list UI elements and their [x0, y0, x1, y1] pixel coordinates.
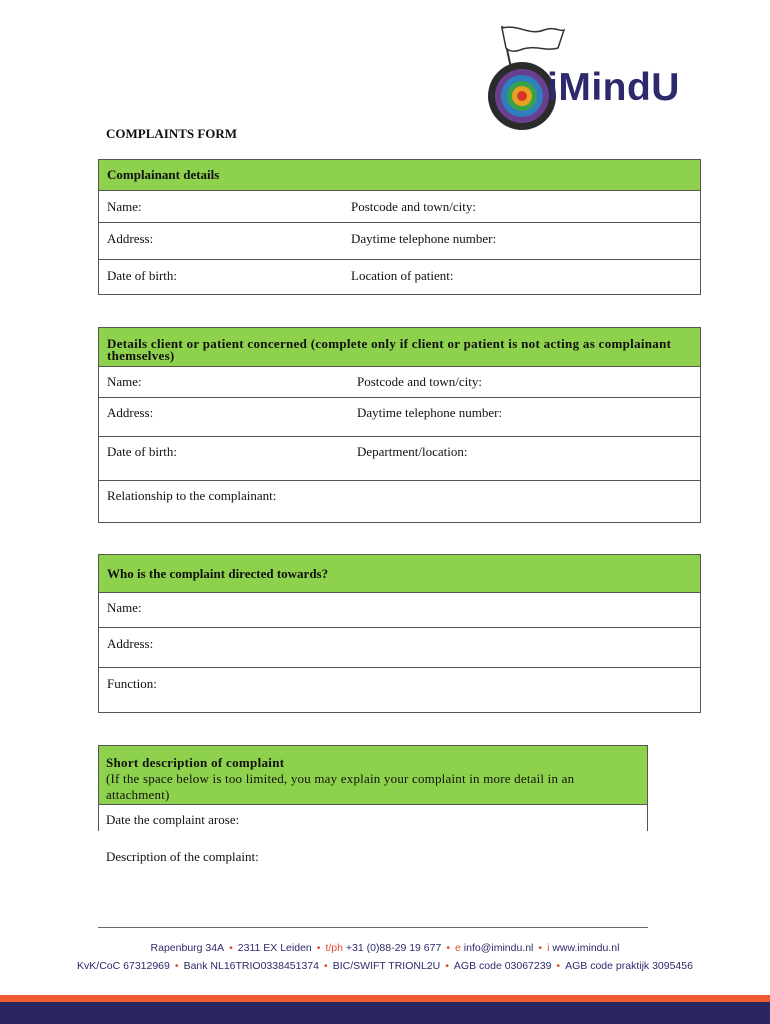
footer-phone-label: t/ph [325, 942, 343, 954]
form-row [99, 398, 700, 437]
form-row [99, 223, 700, 260]
postcode-field[interactable]: Postcode and town/city: [351, 199, 476, 214]
footer-postcode: 2311 EX Leiden [237, 942, 312, 954]
form-row [99, 628, 700, 668]
name-field[interactable]: Name: [107, 199, 142, 214]
address-field[interactable]: Address: [107, 636, 154, 651]
footer-kvk: KvK/CoC 67312969 [77, 960, 170, 972]
form-row [99, 367, 700, 398]
complainant-details-section [98, 159, 701, 295]
section-header [99, 746, 647, 805]
footer-agb-practice: AGB code praktijk 3095456 [565, 960, 693, 972]
date-arose-field[interactable]: Date the complaint arose: [106, 812, 240, 827]
department-field[interactable]: Department/location: [357, 444, 468, 459]
function-field[interactable]: Function: [107, 676, 157, 691]
postcode-field[interactable]: Postcode and town/city: [357, 374, 482, 389]
phone-field[interactable]: Daytime telephone number: [351, 231, 497, 246]
footer-orange-band [0, 995, 770, 1002]
location-field[interactable]: Location of patient: [351, 268, 454, 283]
section-header [99, 328, 700, 367]
footer-web-label: i [547, 942, 550, 954]
footer-bank: Bank NL16TRIO0338451374 [183, 960, 319, 972]
section-header-text: Short description of complaint [106, 755, 285, 770]
footer-bic: BIC/SWIFT TRIONL2U [332, 960, 441, 972]
address-field[interactable]: Address: [107, 405, 154, 420]
footer-web[interactable]: www.imindu.nl [552, 942, 620, 954]
address-field[interactable]: Address: [107, 231, 154, 246]
section-header-text: Complainant details [107, 167, 220, 182]
patient-details-section [98, 327, 701, 523]
description-field[interactable]: Description of the complaint: [106, 849, 259, 864]
dob-field[interactable]: Date of birth: [107, 268, 178, 283]
footer-address: Rapenburg 34A [150, 942, 225, 954]
form-title: COMPLAINTS FORM [106, 126, 238, 141]
footer-registration-line: KvK/CoC 67312969 • Bank NL16TRIO0338451374 • BIC/SWIFT TRIONL2U • AGB code 03067239 • AGB code praktijk 3095456 [77, 960, 693, 972]
complaint-description-section [98, 745, 648, 831]
footer-divider [98, 927, 648, 928]
form-row [99, 593, 700, 628]
form-row [99, 191, 700, 223]
dob-field[interactable]: Date of birth: [107, 444, 178, 459]
section-header [99, 160, 700, 191]
footer-phone[interactable]: +31 (0)88-29 19 677 [345, 942, 442, 954]
footer-email-label: e [455, 942, 461, 954]
section-header-text: Details client or patient concerned (complete only if client or patient is not acting as complainant themselves) [107, 336, 672, 363]
complaint-target-section [98, 554, 701, 713]
footer-email[interactable]: info@imindu.nl [463, 942, 534, 954]
form-row [99, 481, 700, 522]
section-header-text: Who is the complaint directed towards? [107, 565, 329, 581]
name-field[interactable]: Name: [107, 600, 142, 615]
form-row [99, 437, 700, 481]
phone-field[interactable]: Daytime telephone number: [357, 405, 503, 420]
brand-wordmark: iMindU [547, 66, 680, 109]
form-row [99, 260, 700, 294]
section-header-note: (If the space below is too limited, you may explain your complaint in more detail in an attachment) [106, 771, 575, 802]
footer-contact-line: Rapenburg 34A • 2311 EX Leiden • t/ph +31 (0)88-29 19 677 • e info@imindu.nl • i www.imindu.nl [150, 942, 620, 954]
section-header [99, 555, 700, 593]
footer-navy-band [0, 1002, 770, 1024]
form-row [99, 668, 700, 712]
name-field[interactable]: Name: [107, 374, 142, 389]
relationship-field[interactable]: Relationship to the complainant: [107, 488, 277, 503]
footer-agb: AGB code 03067239 [453, 960, 552, 972]
